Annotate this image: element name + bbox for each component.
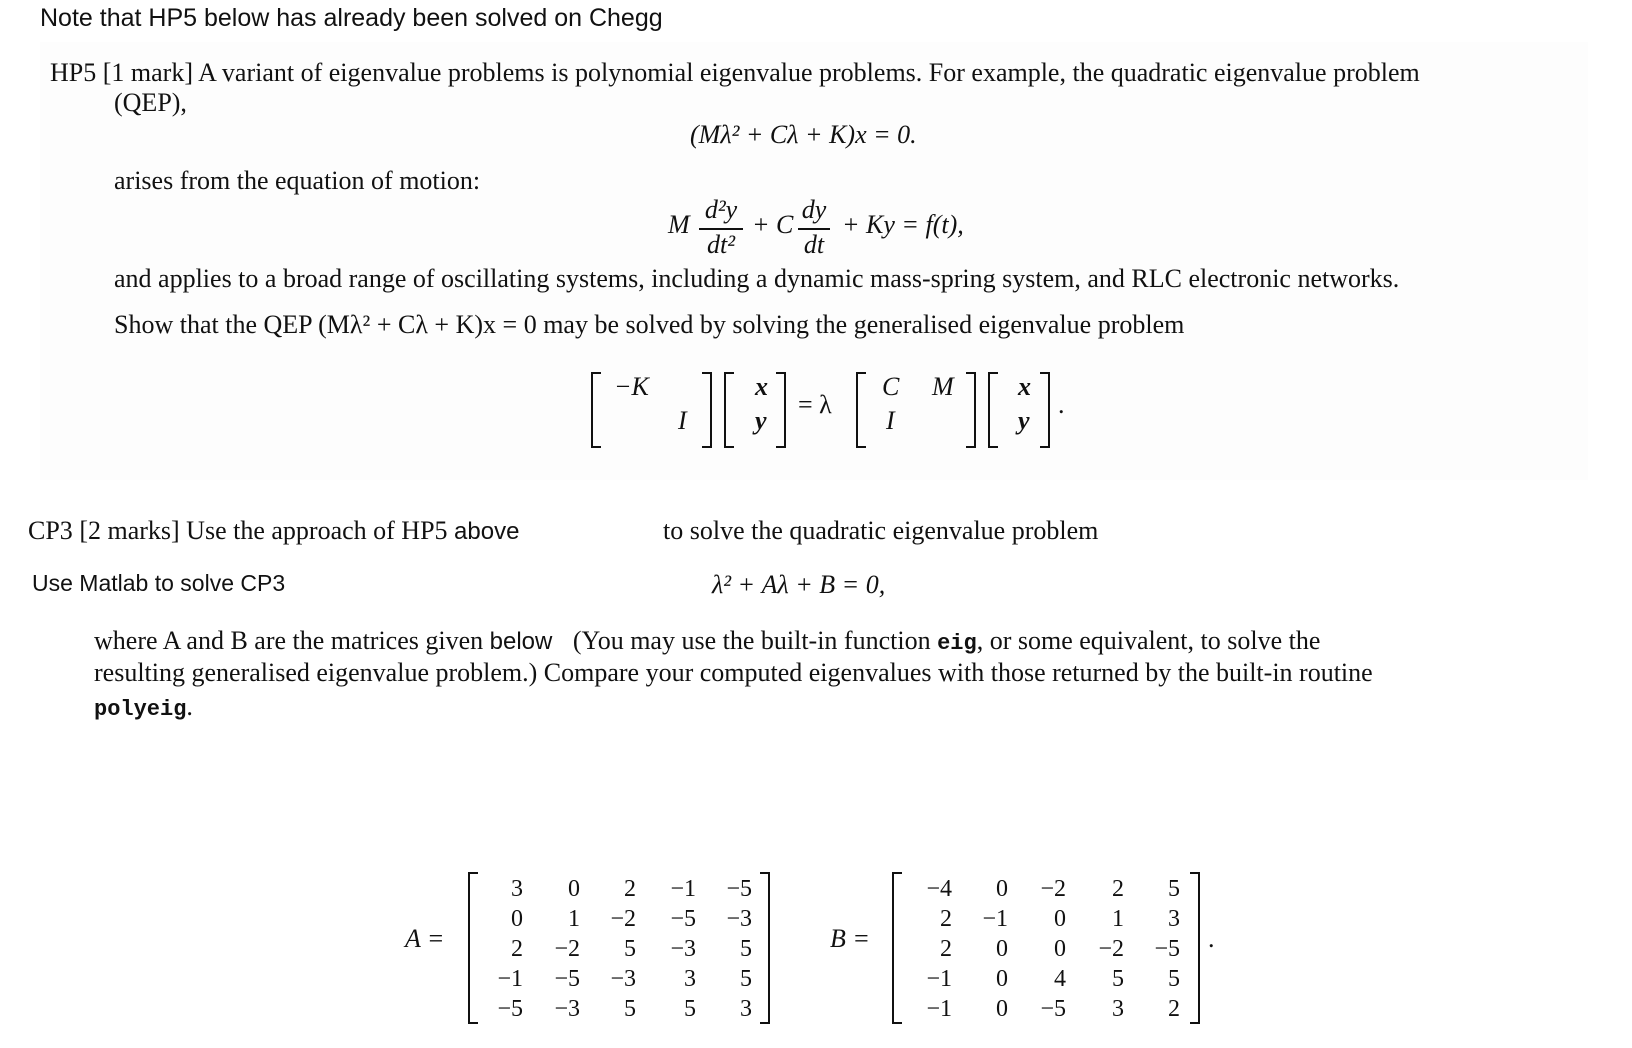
gep-M: M	[932, 372, 954, 401]
matrix-B-cell: 2	[940, 906, 952, 932]
eom-d2y: d²y	[704, 195, 738, 224]
matrix-A-cell: 3	[740, 996, 752, 1022]
gep-bracket-left-1	[591, 372, 601, 448]
cp3-text-b: to solve the quadratic eigenvalue problem	[663, 516, 1099, 545]
matrix-A-cell: −5	[497, 996, 523, 1022]
matrix-A-cell: −3	[610, 966, 636, 992]
matrix-B-cell: 0	[1054, 906, 1066, 932]
matrix-B-cell: −5	[1154, 936, 1180, 962]
matrices-period: .	[1208, 924, 1215, 953]
gep-bracket-left-4	[988, 372, 998, 448]
gep-I-left: I	[678, 406, 687, 435]
gep-y2: y	[1018, 406, 1030, 435]
matrix-B-cell: 0	[996, 996, 1008, 1022]
gep-y1: y	[755, 406, 767, 435]
cp3-eig: eig	[937, 631, 977, 656]
matrix-A-cell: 3	[511, 876, 523, 902]
matrix-B-bracket-right	[1190, 872, 1200, 1024]
cp3-below: below	[489, 628, 553, 655]
hp5-equation1: (Mλ² + Cλ + K)x = 0.	[690, 120, 917, 149]
gep-bracket-left-2	[724, 372, 734, 448]
matrix-B-cell: 3	[1168, 906, 1180, 932]
cp3-line2: resulting generalised eigenvalue problem.) Compare your computed eigenvalues with those returned by the built-in routine	[94, 658, 1373, 687]
matrix-A-cell: −5	[726, 876, 752, 902]
gep-bracket-right-3	[966, 372, 976, 448]
matrix-B-cell: 5	[1168, 966, 1180, 992]
gep-x1: x	[755, 372, 768, 401]
cp3-above: above	[454, 518, 520, 545]
matrix-B-cell: 1	[1112, 906, 1124, 932]
gep-I-right: I	[886, 406, 895, 435]
gep-bracket-left-3	[856, 372, 866, 448]
matrix-B-cell: −2	[1098, 936, 1124, 962]
cp3-label: CP3	[28, 516, 73, 545]
matrix-A-cell: −1	[497, 966, 523, 992]
matrix-A-label: A =	[405, 924, 445, 953]
cp3-period: .	[186, 692, 193, 721]
eom-dy: dy	[801, 195, 827, 224]
gep-bracket-right-4	[1040, 372, 1050, 448]
gep-eq-lambda: = λ	[798, 390, 832, 419]
matrix-B-cell: −2	[1040, 876, 1066, 902]
matrix-B-cell: 0	[1054, 936, 1066, 962]
matrix-B-cell: 5	[1168, 876, 1180, 902]
matrix-A-cell: −5	[670, 906, 696, 932]
hp5-marks: [1 mark]	[102, 58, 193, 87]
hp5-qep-abbrev: (QEP),	[114, 88, 187, 117]
eom-plusC: + C	[752, 210, 794, 239]
matrix-A-cell: −3	[554, 996, 580, 1022]
gep-bracket-right-1	[702, 372, 712, 448]
cp3-line3	[94, 692, 193, 722]
matrix-B-cell: −5	[1040, 996, 1066, 1022]
hp5-applies-text: and applies to a broad range of oscillating systems, including a dynamic mass-spring system, and RLC electronic networks.	[114, 264, 1400, 293]
matrix-A-cell: −2	[554, 936, 580, 962]
matrix-B-cell: −1	[926, 966, 952, 992]
gep-period: .	[1058, 390, 1065, 419]
gep-x2: x	[1018, 372, 1031, 401]
matrix-B-cell: 2	[1112, 876, 1124, 902]
matrix-A-cell: 5	[624, 936, 636, 962]
eom-dt: dt	[803, 230, 825, 259]
cp3-polyeig: polyeig	[94, 697, 187, 722]
matrix-B-cell: 0	[996, 936, 1008, 962]
cp3-line1	[28, 516, 519, 546]
hp5-arises-text: arises from the equation of motion:	[114, 166, 481, 195]
cp3-text-a: Use the approach of HP5	[186, 516, 448, 545]
matrix-B-cell: 0	[996, 966, 1008, 992]
matrix-B-cell: 3	[1112, 996, 1124, 1022]
matrix-A-cell: 0	[511, 906, 523, 932]
cp3-where-a: where A and B are the matrices given	[94, 626, 484, 655]
gep-C: C	[882, 372, 900, 401]
matrix-A-cell: 3	[684, 966, 696, 992]
matrix-B-label: B =	[830, 924, 870, 953]
hp5-label: HP5	[50, 58, 97, 87]
eom-M: M	[668, 210, 690, 239]
matrix-A-cell: 2	[624, 876, 636, 902]
matrix-B-cell: −1	[982, 906, 1008, 932]
cp3-where-b: (You may use the built-in function	[572, 626, 931, 655]
matrix-B-cell: 4	[1054, 966, 1066, 992]
cp3-equation: λ² + Aλ + B = 0,	[712, 570, 886, 599]
matrix-A-cell: 5	[684, 996, 696, 1022]
cp3-where-c: , or some equivalent, to solve the	[976, 626, 1321, 655]
matrix-B-cell: −4	[926, 876, 952, 902]
matrix-A-cell: −2	[610, 906, 636, 932]
cp3-marks: [2 marks]	[79, 516, 180, 545]
matrix-A-cell: −1	[670, 876, 696, 902]
matrix-A-cell: 2	[511, 936, 523, 962]
matlab-note: Use Matlab to solve CP3	[32, 570, 286, 596]
eom-tail: + Ky = f(t),	[842, 210, 964, 239]
matrix-B-cell: 0	[996, 876, 1008, 902]
matrix-A-cell: −3	[726, 906, 752, 932]
matrix-B-cell: −1	[926, 996, 952, 1022]
matrix-B-cell: 5	[1112, 966, 1124, 992]
matrix-B-cell: 2	[940, 936, 952, 962]
matrix-B-cell: 2	[1168, 996, 1180, 1022]
matrix-A-cell: 5	[740, 936, 752, 962]
cp3-where-line	[94, 626, 1320, 656]
matrix-A-bracket-right	[760, 872, 770, 1024]
note-heading: Note that HP5 below has already been solved on Chegg	[40, 4, 663, 32]
gep-bracket-right-2	[776, 372, 786, 448]
matrix-A-cell: 1	[568, 906, 580, 932]
hp5-line1	[50, 58, 1420, 88]
matrix-A-cell: 5	[624, 996, 636, 1022]
hp5-intro: A variant of eigenvalue problems is polynomial eigenvalue problems. For example, the quadratic eigenvalue problem	[198, 58, 1420, 87]
matrix-A-cell: 5	[740, 966, 752, 992]
matrix-A-cell: −3	[670, 936, 696, 962]
matrix-A-cell: −5	[554, 966, 580, 992]
matrix-A-cell: 0	[568, 876, 580, 902]
gep-negK: −K	[614, 372, 649, 401]
hp5-show-text: Show that the QEP (Mλ² + Cλ + K)x = 0 may be solved by solving the generalised eigenvalue problem	[114, 310, 1185, 339]
eom-dt2: dt²	[706, 230, 736, 259]
